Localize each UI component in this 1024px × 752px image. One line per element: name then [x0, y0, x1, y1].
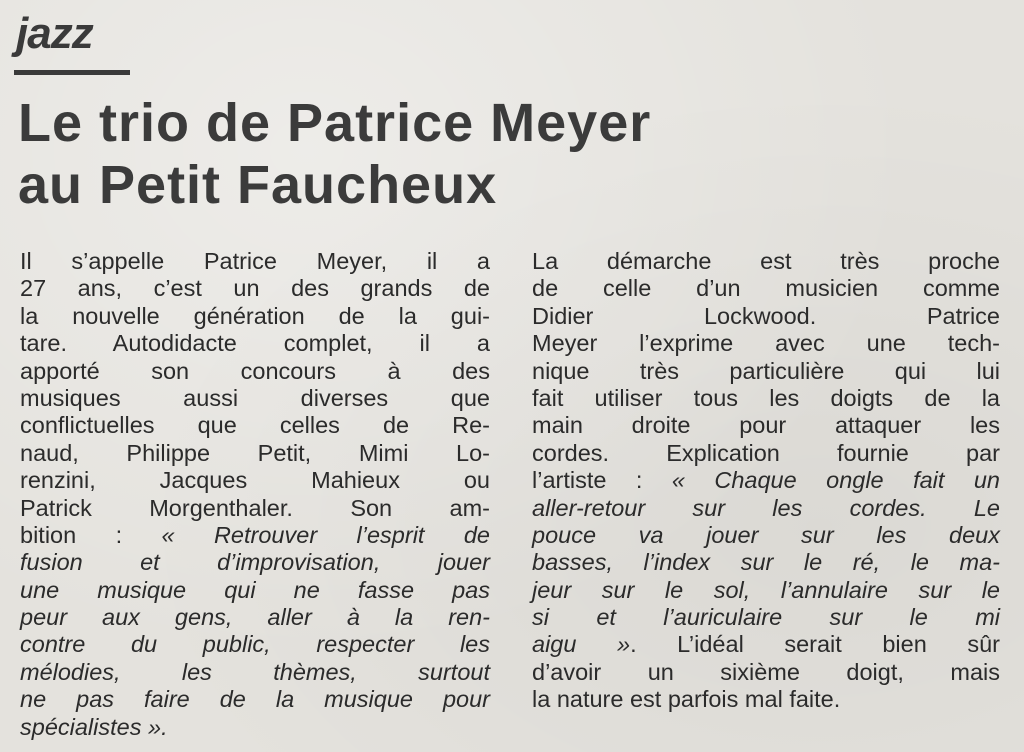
kicker-underline [14, 70, 130, 75]
text-italic: aller-retour sur les cordes. Le [532, 494, 1000, 521]
text-line [532, 686, 1000, 713]
text-line [532, 275, 1000, 302]
text-roman: . L’idéal serait bien sûr [630, 631, 1000, 658]
text-line [532, 495, 1000, 522]
text-italic: mélodies, les thèmes, surtout [20, 658, 490, 685]
text-italic: spécialistes ». [20, 713, 168, 740]
text-line [532, 385, 1000, 412]
text-line [532, 358, 1000, 385]
text-italic: pouce va jouer sur les deux [532, 521, 1000, 548]
text-roman: bition : [20, 521, 162, 548]
text-roman: Patrick Morgenthaler. Son am- [20, 494, 490, 521]
text-roman: cordes. Explication fournie par [532, 439, 1000, 466]
text-italic: contre du public, respecter les [20, 631, 490, 658]
text-line [532, 549, 1000, 576]
headline-line-2: au Petit Faucheux [18, 155, 498, 215]
text-line [532, 248, 1000, 275]
text-line [20, 248, 490, 275]
text-italic: une musique qui ne fasse pas [20, 576, 490, 603]
text-line [532, 522, 1000, 549]
text-roman: de celle d’un musicien comme [532, 275, 1000, 302]
text-italic: fusion et d’improvisation, jouer [20, 549, 490, 576]
article-column-right [532, 248, 1000, 714]
text-roman: main droite pour attaquer les [532, 412, 1000, 439]
text-line [20, 604, 490, 631]
text-roman: l’artiste : [532, 467, 672, 494]
text-line [20, 330, 490, 357]
text-roman: musiques aussi diverses que [20, 384, 490, 411]
text-roman: 27 ans, c’est un des grands de [20, 275, 490, 302]
text-line [532, 330, 1000, 357]
section-kicker: jazz [16, 9, 93, 58]
text-line [532, 412, 1000, 439]
text-line [20, 358, 490, 385]
text-italic: basses, l’index sur le ré, le ma- [532, 549, 1000, 576]
text-roman: tare. Autodidacte complet, il a [20, 330, 490, 357]
text-line [20, 385, 490, 412]
text-roman: Il s’appelle Patrice Meyer, il a [20, 248, 490, 274]
headline-line-1: Le trio de Patrice Meyer [18, 93, 652, 153]
text-roman: conflictuelles que celles de Re- [20, 412, 490, 439]
text-roman: La démarche est très proche [532, 248, 1000, 274]
text-roman: Didier Lockwood. Patrice [532, 302, 1000, 329]
text-line [20, 659, 490, 686]
text-roman: nique très particulière qui lui [532, 357, 1000, 384]
text-line [20, 495, 490, 522]
text-line [20, 440, 490, 467]
text-line [20, 631, 490, 658]
article-column-left [20, 248, 490, 741]
text-roman: naud, Philippe Petit, Mimi Lo- [20, 439, 490, 466]
text-roman: Meyer l’exprime avec une tech- [532, 330, 1000, 357]
text-line [532, 659, 1000, 686]
text-roman: renzini, Jacques Mahieux ou [20, 467, 490, 494]
article-headline [18, 92, 1018, 216]
text-line [20, 412, 490, 439]
text-roman: apporté son concours à des [20, 357, 490, 384]
text-line [532, 577, 1000, 604]
text-roman: fait utiliser tous les doigts de la [532, 384, 1000, 411]
text-roman: d’avoir un sixième doigt, mais [532, 658, 1000, 685]
text-roman: la nature est parfois mal faite. [532, 686, 841, 713]
text-line [20, 549, 490, 576]
text-line [532, 440, 1000, 467]
text-line [20, 577, 490, 604]
text-italic: aigu » [532, 631, 631, 658]
text-line [20, 467, 490, 494]
text-italic: peur aux gens, aller à la ren- [20, 604, 490, 631]
text-italic: si et l’auriculaire sur le mi [532, 604, 1000, 631]
text-line [532, 467, 1000, 494]
text-italic: « Chaque ongle fait un [671, 467, 1000, 494]
text-line [20, 686, 490, 713]
text-line [20, 275, 490, 302]
text-italic: ne pas faire de la musique pour [20, 686, 490, 713]
text-line [20, 714, 490, 741]
text-line [532, 604, 1000, 631]
text-line [532, 631, 1000, 658]
text-italic: « Retrouver l’esprit de [161, 521, 490, 548]
text-roman: la nouvelle génération de la gui- [20, 302, 490, 329]
text-line [20, 303, 490, 330]
text-line [20, 522, 490, 549]
text-line [532, 303, 1000, 330]
text-italic: jeur sur le sol, l’annulaire sur le [532, 576, 1000, 603]
